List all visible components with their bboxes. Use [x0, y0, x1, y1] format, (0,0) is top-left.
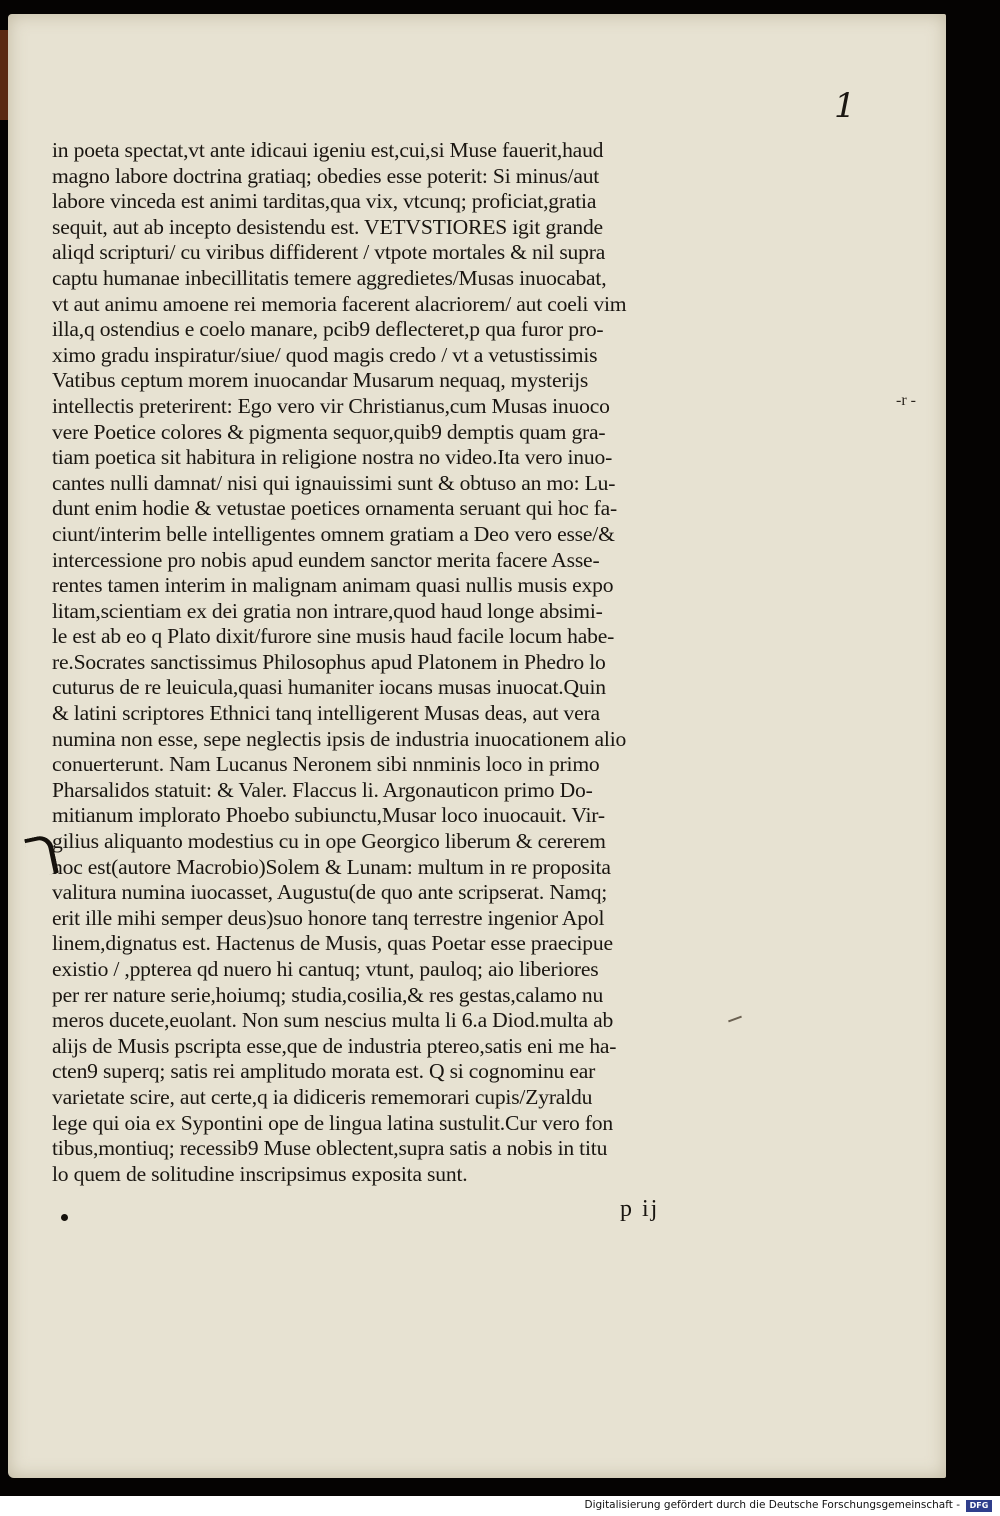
footer-bar — [0, 1496, 1000, 1516]
text-line: vt aut animu amoene rei memoria facerent alacriorem/ aut coeli vim — [52, 291, 627, 316]
text-line: sequit, aut ab incepto desistendu est. VETVSTIORES igit grande — [52, 214, 603, 239]
footer-credit: Digitalisierung gefördert durch die Deutsche Forschungsgemeinschaft - — [584, 1499, 960, 1511]
text-line: aliqd scripturi/ cu viribus diffiderent / vtpote mortales & nil supra — [52, 240, 606, 265]
dfg-logo[interactable]: DFG — [966, 1500, 992, 1512]
text-line: varietate scire, aut certe,q ia didiceris rememorari cupis/Zyraldu — [52, 1084, 593, 1109]
text-line: dunt enim hodie & vetustae poetices ornamenta seruant qui hoc fa- — [52, 496, 618, 521]
book-page — [8, 14, 946, 1478]
margin-note: -r - — [896, 392, 916, 409]
text-line: Pharsalidos statuit: & Valer. Flaccus li. Argonauticon primo Do- — [52, 777, 593, 802]
text-line: ciunt/interim belle intelligentes omnem gratiam a Deo vero esse/& — [52, 521, 615, 546]
folio-number: 1 — [834, 86, 856, 126]
text-line: re.Socrates sanctissimus Philosophus apud Platonem in Phedro lo — [52, 649, 606, 674]
text-line: lo quem de solitudine inscripsimus exposita sunt. — [52, 1161, 468, 1186]
text-line: intercessione pro nobis apud eundem sanctor merita facere Asse- — [52, 547, 600, 572]
text-line: per rer nature serie,hoiumq; studia,cosilia,& res gestas,calamo nu — [52, 982, 604, 1007]
text-line: numina non esse, sepe neglectis ipsis de industria inuocationem alio — [52, 726, 627, 751]
text-line: tibus,montiuq; recessib9 Muse oblectent,supra satis a nobis in titu — [52, 1136, 608, 1161]
text-line: vere Poetice colores & pigmenta sequor,quib9 demptis quam gra- — [52, 419, 606, 444]
text-line: intellectis preterirent: Ego vero vir Christianus,cum Musas inuoco — [52, 393, 610, 418]
text-line: tiam poetica sit habitura in religione nostra no video.Ita vero inuo- — [52, 445, 613, 470]
text-line: cuturus de re leuicula,quasi humaniter iocans musas inuocat.Quin — [52, 675, 606, 700]
text-line: captu humanae inbecillitatis temere aggredietes/Musas inuocabat, — [52, 265, 607, 290]
text-line: in poeta spectat,vt ante idicaui igeniu est,cui,si Muse fauerit,haud — [52, 138, 604, 162]
text-line: erit ille mihi semper deus)suo honore tanq terrestre ingenior Apol — [52, 905, 605, 930]
text-line: mitianum implorato Phoebo subiunctu,Musar loco inuocauit. Vir- — [52, 803, 605, 828]
text-line: gilius aliquanto modestius cu in ope Georgico liberum & cererem — [52, 829, 606, 854]
body-text — [52, 138, 752, 1187]
text-line: valitura numina iuocasset, Augustu(de quo ante scripserat. Namq; — [52, 880, 608, 905]
text-line: cten9 superq; satis rei amplitudo morata est. Q si cognominu ear — [52, 1059, 596, 1084]
text-line: hoc est(autore Macrobio)Solem & Lunam: multum in re proposita — [52, 854, 611, 879]
text-line: magno labore doctrina gratiaq; obedies esse poterit: Si minus/aut — [52, 163, 600, 188]
text-line: linem,dignatus est. Hactenus de Musis, quas Poetar esse praecipue — [52, 931, 613, 956]
text-line: meros ducete,euolant. Non sum nescius multa li 6.a Diod.multa ab — [52, 1008, 614, 1033]
text-line: cantes nulli damnat/ nisi qui ignauissimi sunt & obtuso an mo: Lu- — [52, 470, 616, 495]
text-line: rentes tamen interim in malignam animam quasi nullis musis expo — [52, 573, 614, 598]
text-line: existio / ,ppterea qd nuero hi cantuq; vtunt, pauloq; aio liberiores — [52, 957, 599, 981]
text-line: labore vinceda est animi tarditas,qua vix, vtcunq; proficiat,gratia — [52, 189, 597, 214]
text-line: conuerterunt. Nam Lucanus Neronem sibi nnminis loco in primo — [52, 752, 600, 777]
signature-mark: p ij — [620, 1196, 660, 1222]
text-line: litam,scientiam ex dei gratia non intrare,quod haud longe absimi- — [52, 598, 603, 623]
ink-dot-icon — [61, 1214, 68, 1221]
text-line: le est ab eo q Plato dixit/furore sine musis haud facile locum habe- — [52, 624, 615, 649]
text-line: ximo gradu inspiratur/siue/ quod magis credo / vt a vetustissimis — [52, 342, 598, 367]
text-line: & latini scriptores Ethnici tanq intelligerent Musas deas, aut vera — [52, 701, 600, 726]
text-line: alijs de Musis pscripta esse,que de industria ptereo,satis eni me ha- — [52, 1033, 617, 1058]
text-line: Vatibus ceptum morem inuocandar Musarum nequaq, mysterijs — [52, 368, 589, 393]
text-line: lege qui oia ex Sypontini ope de lingua latina sustulit.Cur vero fon — [52, 1110, 613, 1135]
text-line: illa,q ostendius e coelo manare, pcib9 deflecteret,p qua furor pro- — [52, 317, 604, 342]
